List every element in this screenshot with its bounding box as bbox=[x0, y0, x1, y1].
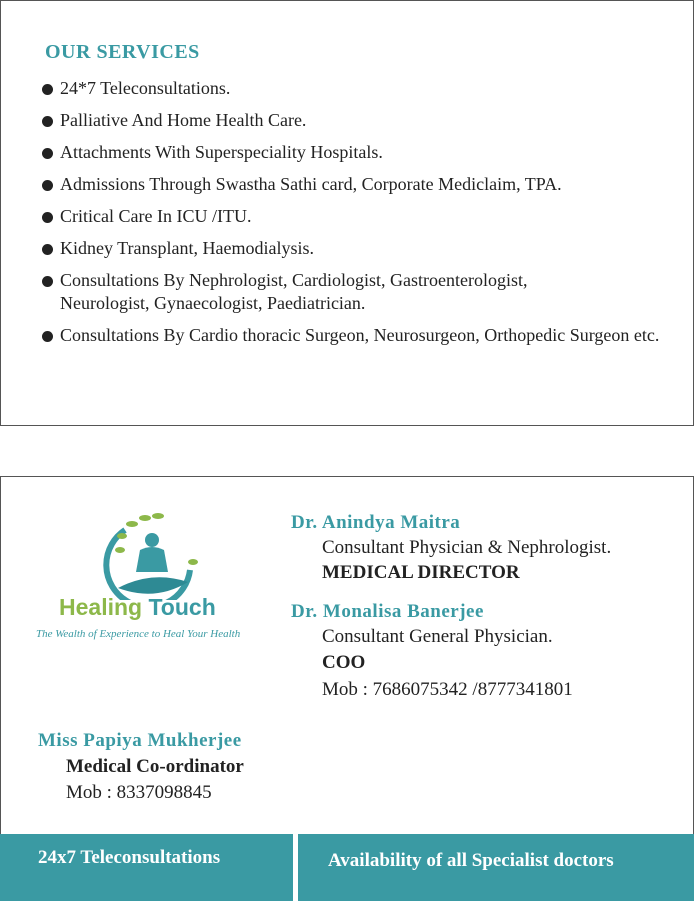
coordinator-mobile: Mob : 8337098845 bbox=[66, 782, 212, 803]
doctor-name: Dr. Monalisa Banerjee bbox=[291, 601, 484, 622]
services-card bbox=[0, 0, 694, 426]
doctor-title: COO bbox=[322, 652, 366, 673]
logo-name-healing: Healing bbox=[59, 594, 143, 620]
coordinator-title: Medical Co-ordinator bbox=[66, 756, 244, 777]
list-item: Kidney Transplant, Haemodialysis. bbox=[41, 237, 681, 260]
services-title: OUR SERVICES bbox=[45, 41, 200, 63]
list-item: Palliative And Home Health Care. bbox=[41, 109, 681, 132]
logo-tagline: The Wealth of Experience to Heal Your Health bbox=[36, 628, 241, 640]
doctor-role: Consultant General Physician. bbox=[322, 626, 553, 647]
doctor-role: Consultant Physician & Nephrologist. bbox=[322, 537, 612, 558]
coordinator-name: Miss Papiya Mukherjee bbox=[38, 730, 242, 751]
logo-name-touch: Touch bbox=[148, 594, 216, 620]
list-item: Consultations By Nephrologist, Cardiologist, Gastroenterologist, Neurologist, Gynaecologist, Paediatrician. bbox=[41, 269, 620, 315]
services-list bbox=[41, 77, 681, 356]
doctor-title: MEDICAL DIRECTOR bbox=[322, 562, 520, 583]
meditation-icon bbox=[30, 510, 270, 600]
list-item: Consultations By Cardio thoracic Surgeon, Neurosurgeon, Orthopedic Surgeon etc. bbox=[41, 324, 660, 347]
list-item: 24*7 Teleconsultations. bbox=[41, 77, 681, 100]
list-item: Attachments With Superspeciality Hospitals. bbox=[41, 141, 681, 164]
list-item: Admissions Through Swastha Sathi card, Corporate Mediclaim, TPA. bbox=[41, 173, 681, 196]
healing-touch-logo bbox=[30, 510, 270, 650]
doctor-mobile: Mob : 7686075342 /8777341801 bbox=[322, 679, 573, 700]
doctor-name: Dr. Anindya Maitra bbox=[291, 512, 461, 533]
footer-specialists: Availability of all Specialist doctors bbox=[298, 834, 694, 901]
footer-teleconsultations: 24x7 Teleconsultations bbox=[0, 834, 293, 901]
list-item: Critical Care In ICU /ITU. bbox=[41, 205, 681, 228]
